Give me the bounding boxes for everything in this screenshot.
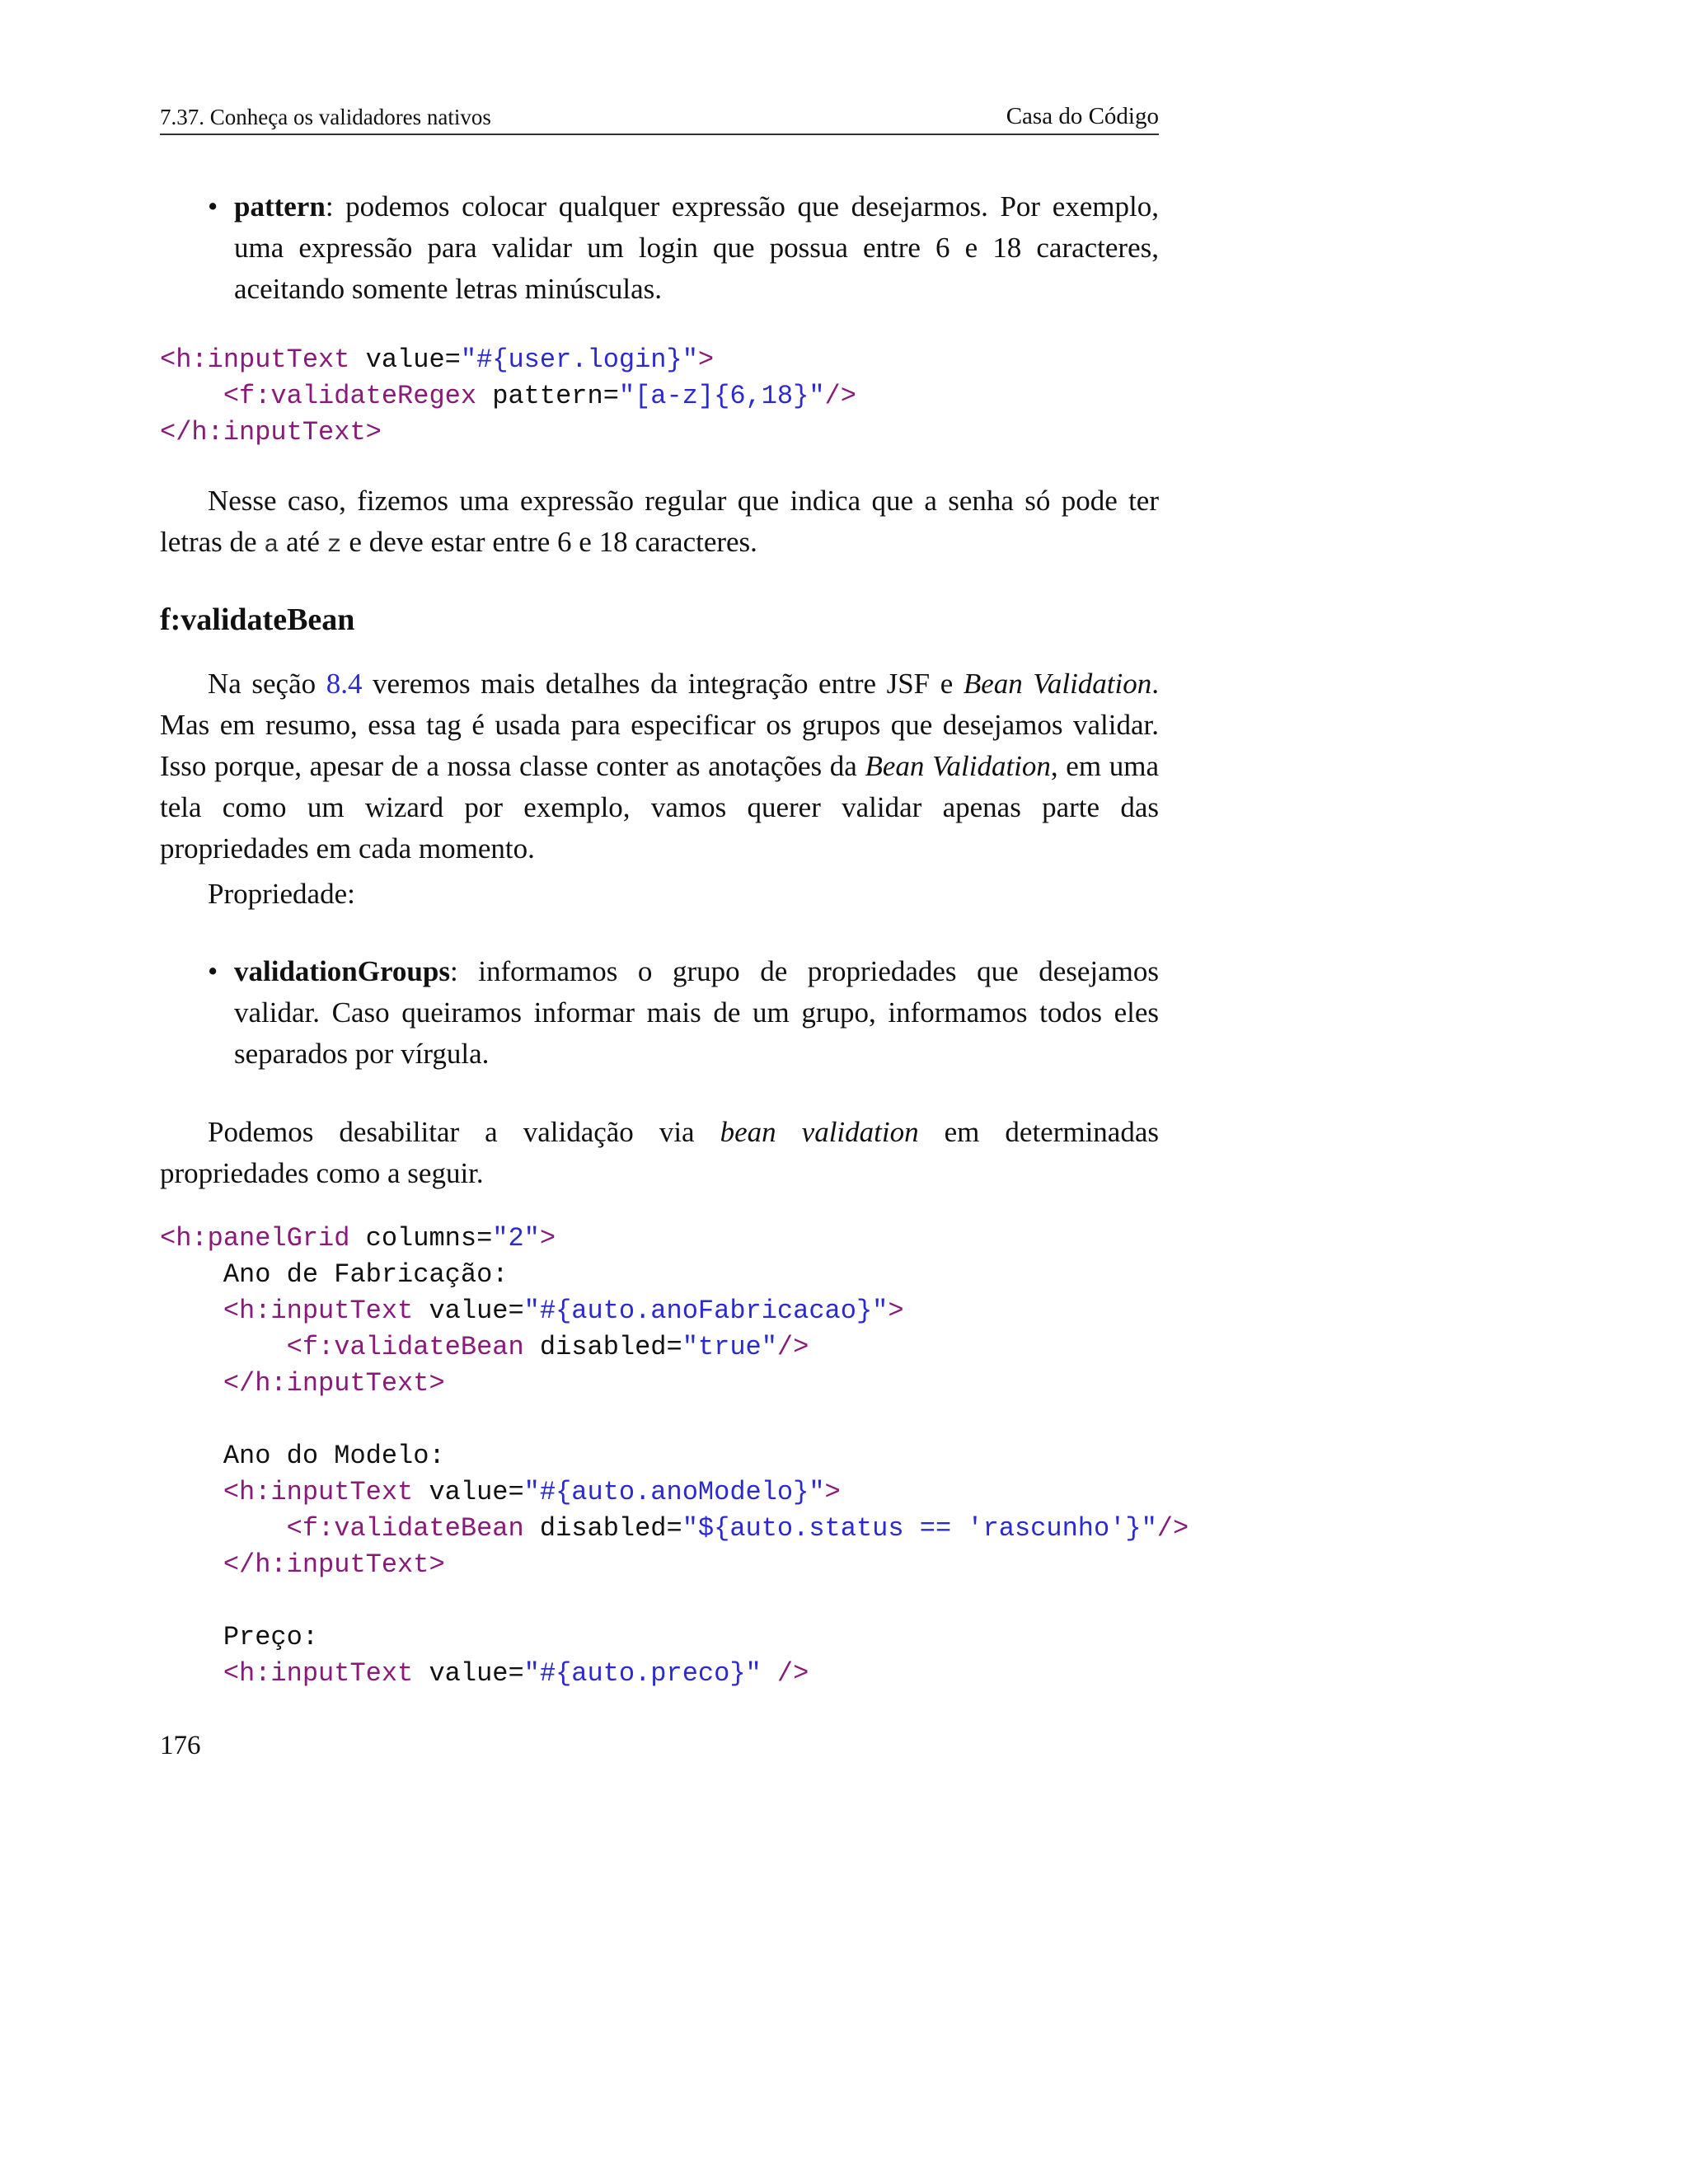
code-attr: pattern= [476, 381, 619, 411]
code-block-panelgrid [160, 1221, 1189, 1692]
code-tag-end: > [888, 1296, 904, 1326]
code-tag-end: /> [761, 1658, 809, 1689]
code-tag: <h:inputText [223, 1658, 414, 1689]
code-text: Ano de Fabricação: [223, 1259, 509, 1290]
code-string: "#{user.login}" [460, 344, 698, 375]
text-span: em determinadas propriedades como a seguir. [160, 1116, 1159, 1189]
code-string: "#{auto.anoModelo}" [523, 1477, 825, 1507]
code-attr: value= [413, 1658, 524, 1689]
bullet-dot: • [208, 190, 218, 223]
text-span: , em uma tela como um wizard por exemplo, vamos querer validar apenas parte das propriedades em cada momento. [160, 750, 1159, 865]
section-link[interactable]: 8.4 [326, 668, 363, 700]
bullet-term: pattern [234, 190, 326, 223]
code-tag: <h:panelGrid [160, 1223, 350, 1254]
code-tag-end: > [697, 344, 715, 375]
code-tag: <h:inputText [160, 344, 350, 375]
code-tag: <f:validateBean [286, 1513, 524, 1544]
section-heading: f:validateBean [160, 602, 355, 637]
code-tag: </h:inputText> [223, 1368, 445, 1399]
emphasis: Bean Validation [865, 750, 1051, 782]
running-header [160, 99, 1159, 135]
bullet-pattern [208, 186, 1159, 310]
inline-code: z [326, 532, 342, 560]
code-tag-end: > [824, 1477, 841, 1507]
code-tag-end: /> [776, 1332, 809, 1362]
code-tag: <f:validateRegex [223, 381, 477, 411]
text-span: Nesse caso, fizemos uma expressão regular que indica que a senha só pode ter letras de [160, 485, 1159, 558]
inline-code: a [264, 532, 279, 560]
text-span: Na seção [208, 668, 326, 700]
code-attr: disabled= [523, 1332, 682, 1362]
paragraph-disable-validation [160, 1112, 1159, 1194]
bullet-text: : informamos o grupo de propriedades que desejamos validar. Caso queiramos informar mais de um grupo, informamos todos eles separados por vírgula. [234, 955, 1159, 1070]
code-attr: disabled= [523, 1513, 682, 1544]
emphasis: Bean Validation [963, 668, 1152, 700]
bullet-validation-groups [208, 951, 1159, 1075]
code-tag: </h:inputText> [160, 417, 382, 448]
code-tag: <h:inputText [223, 1296, 414, 1326]
code-string: "[a-z]{6,18}" [618, 381, 825, 411]
page-number: 176 [160, 1731, 201, 1760]
code-attr: value= [413, 1477, 524, 1507]
text-span: . Mas em resumo, essa tag é usada para especificar os grupos que desejamos validar. Isso porque, apesar de a nossa classe conter as anotações da [160, 668, 1159, 782]
code-tag-end: /> [824, 381, 856, 411]
code-tag: <f:validateBean [286, 1332, 524, 1362]
text-span: até [279, 526, 327, 558]
code-string: "true" [682, 1332, 777, 1362]
property-label: Propriedade: [208, 878, 355, 910]
paragraph-regex-explanation [160, 480, 1159, 566]
text-span: veremos mais detalhes da integração entre JSF e [362, 668, 964, 700]
code-tag-end: > [539, 1223, 556, 1254]
code-text: Ano do Modelo: [223, 1441, 445, 1471]
code-attr: value= [349, 344, 461, 375]
code-string: "${auto.status == 'rascunho'}" [682, 1513, 1157, 1544]
bullet-text: : podemos colocar qualquer expressão que desejarmos. Por exemplo, uma expressão para validar um login que possua entre 6 e 18 caracteres, aceitando somente letras minúsculas. [234, 190, 1159, 305]
code-string: "2" [492, 1223, 540, 1254]
header-publisher: Casa do Código [1006, 103, 1159, 129]
code-attr: value= [413, 1296, 524, 1326]
code-tag-end: /> [1156, 1513, 1189, 1544]
code-block-regex [160, 342, 856, 451]
code-string: "#{auto.anoFabricacao}" [523, 1296, 889, 1326]
code-tag: <h:inputText [223, 1477, 414, 1507]
bullet-dot: • [208, 955, 218, 987]
header-section-title: 7.37. Conheça os validadores nativos [160, 105, 491, 129]
text-span: e deve estar entre 6 e 18 caracteres. [341, 526, 757, 558]
code-attr: columns= [349, 1223, 493, 1254]
emphasis: bean validation [720, 1116, 919, 1148]
code-tag: </h:inputText> [223, 1549, 445, 1580]
code-text: Preço: [223, 1622, 319, 1652]
paragraph-validatebean [160, 663, 1159, 869]
code-string: "#{auto.preco}" [523, 1658, 762, 1689]
bullet-term: validationGroups [234, 955, 450, 987]
text-span: Podemos desabilitar a validação via [208, 1116, 720, 1148]
